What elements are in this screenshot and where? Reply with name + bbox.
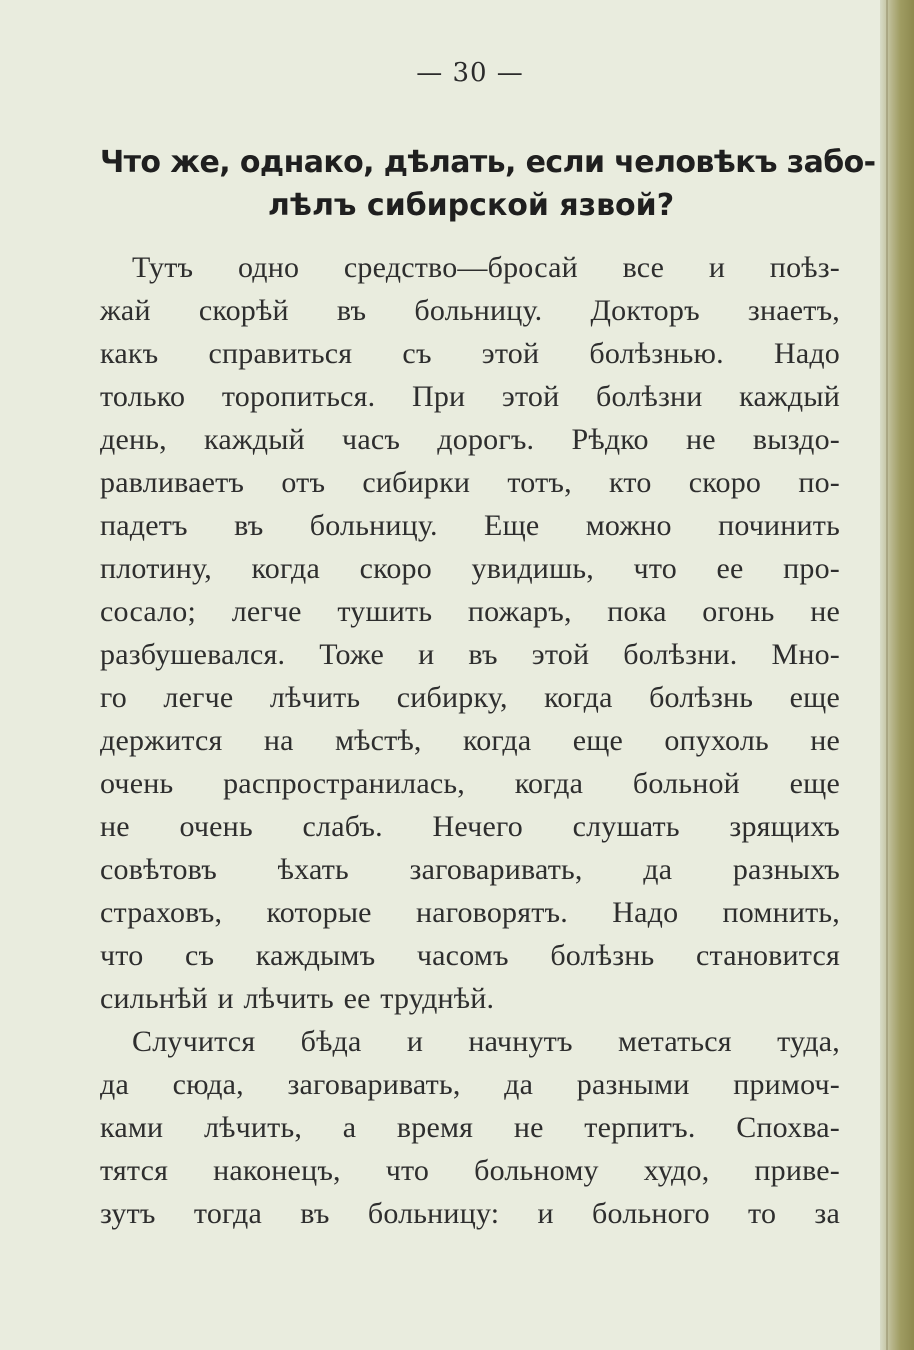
paragraph-1-line: очень распространилась, когда больной еще [100, 767, 840, 800]
paragraph-1-line: какъ справиться съ этой болѣзнью. Надо [100, 337, 840, 370]
section-heading-line-2: лѣлъ сибирской язвой? [267, 188, 675, 223]
paragraph-1-line: сосало; легче тушить пожаръ, пока огонь не [100, 595, 840, 628]
paragraph-1-line: равливаетъ отъ сибирки тотъ, кто скоро по- [100, 466, 840, 499]
page-number: — 30 — [416, 58, 524, 88]
paragraph-1-line: сильнѣй и лѣчить ее труднѣй. [100, 982, 495, 1015]
paragraph-1-line: падетъ въ больницу. Еще можно починить [100, 509, 840, 542]
paragraph-1-line: день, каждый часъ дорогъ. Рѣдко не выздо- [100, 423, 840, 456]
paragraph-1-line: держится на мѣстѣ, когда еще опухоль не [100, 724, 840, 757]
paragraph-1-line: не очень слабъ. Нечего слушать зрящихъ [100, 810, 840, 843]
paragraph-1-line: жай скорѣй въ больницу. Докторъ знаетъ, [100, 294, 840, 327]
paragraph-2-line: да сюда, заговаривать, да разными примоч- [100, 1068, 840, 1101]
paragraph-1-line: Тутъ одно средство—бросай все и поѣз- [132, 251, 840, 284]
paragraph-1-line: плотину, когда скоро увидишь, что ее про- [100, 552, 840, 585]
paragraph-1-line: только торопиться. При этой болѣзни каждый [100, 380, 840, 413]
paragraph-1-line: разбушевался. Тоже и въ этой болѣзни. Мно- [100, 638, 840, 671]
paragraph-2-line: Случится бѣда и начнутъ метаться туда, [132, 1025, 840, 1058]
page-edge-shadow [880, 0, 914, 1350]
paragraph-1-line: страховъ, которые наговорятъ. Надо помнить, [100, 896, 840, 929]
paragraph-1-line: совѣтовъ ѣхать заговаривать, да разныхъ [100, 853, 840, 886]
section-heading-line-1: Что же, однако, дѣлать, если человѣкъ забо- [100, 145, 876, 180]
paragraph-1-line: го легче лѣчить сибирку, когда болѣзнь еще [100, 681, 840, 714]
paragraph-2-line: ками лѣчить, а время не терпитъ. Спохва- [100, 1111, 840, 1144]
paragraph-2-line: тятся наконецъ, что больному худо, приве- [100, 1154, 840, 1187]
paragraph-1-line: что съ каждымъ часомъ болѣзнь становится [100, 939, 840, 972]
paragraph-2-line: зутъ тогда въ больницу: и больного то за [100, 1197, 840, 1230]
